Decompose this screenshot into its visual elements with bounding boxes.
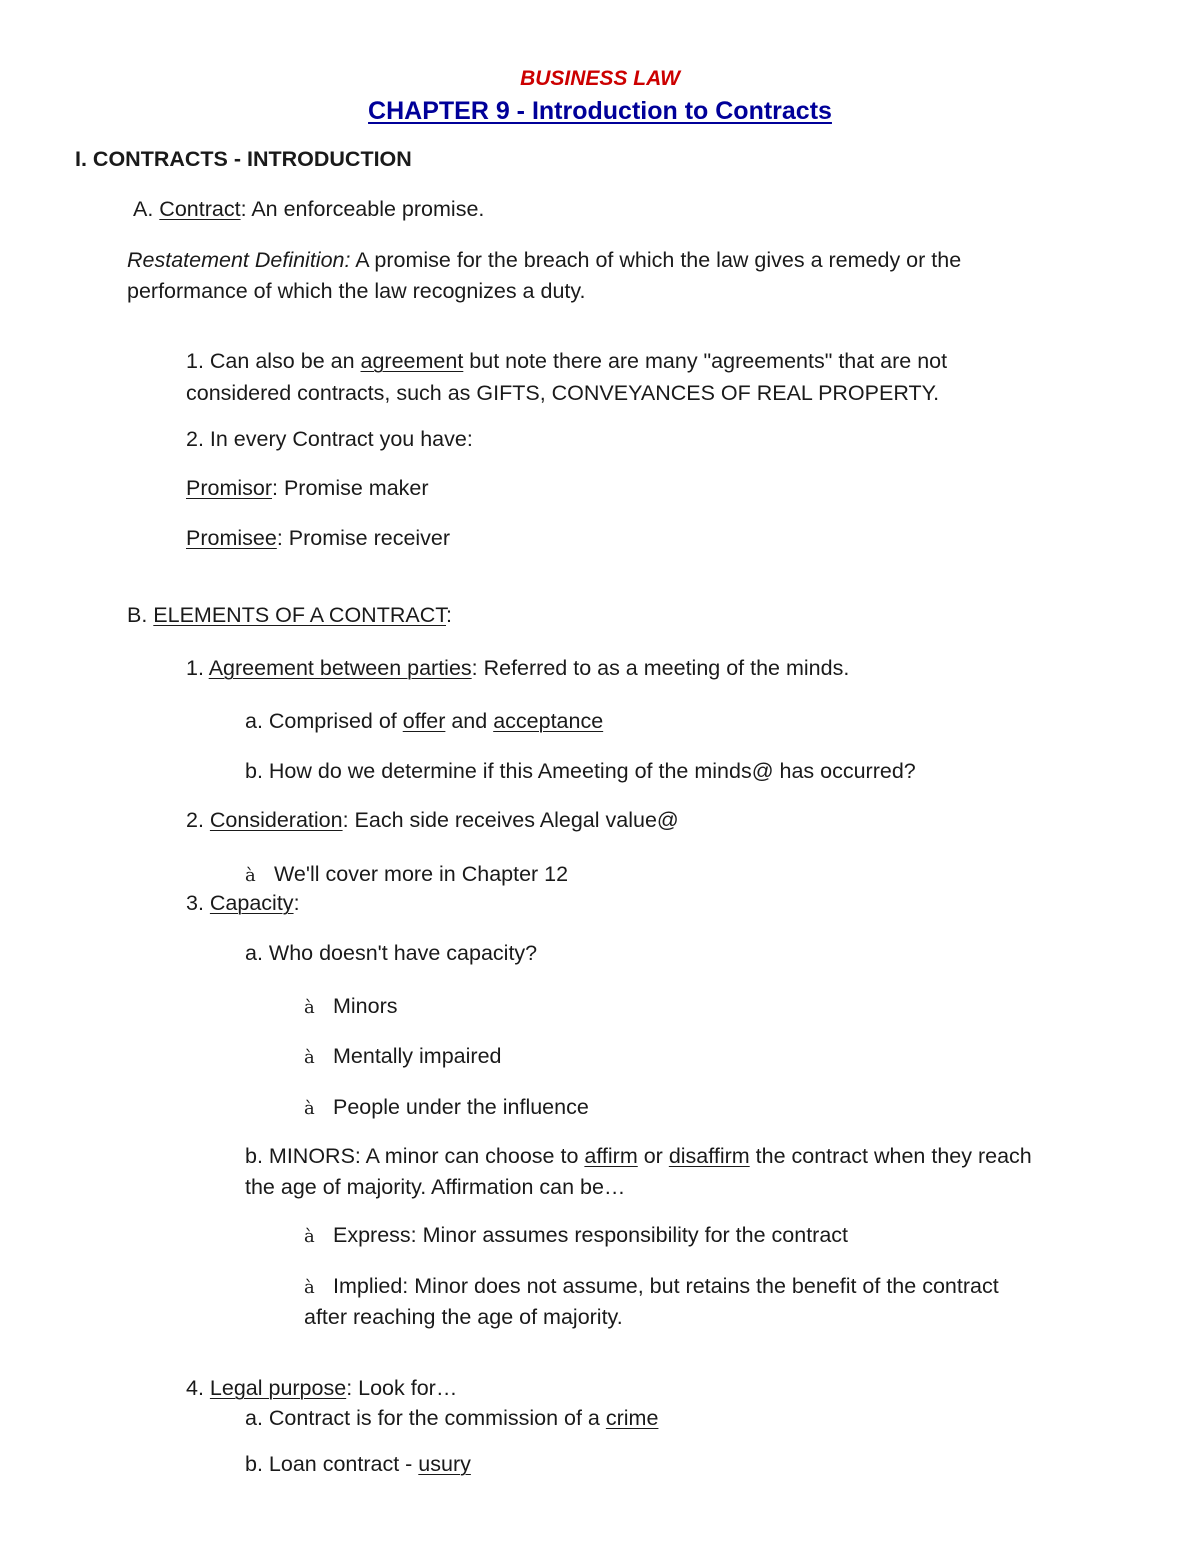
- list-item: à Mentally impaired: [304, 1041, 501, 1073]
- restatement-definition-line-2: performance of which the law recognizes a duty.: [127, 279, 586, 303]
- list-item: à Express: Minor assumes responsibility for the contract: [304, 1220, 848, 1252]
- chapter-title: CHAPTER 9 - Introduction to Contracts: [368, 97, 832, 125]
- restatement-definition: Restatement Definition: A promise for the breach of which the law gives a remedy or the: [127, 248, 962, 272]
- contract-definition: A. Contract: An enforceable promise.: [133, 197, 485, 221]
- element-4b: b. Loan contract - usury: [245, 1452, 471, 1476]
- promisee-term: Promisee: [186, 526, 277, 550]
- course-title: BUSINESS LAW: [520, 67, 680, 90]
- element-3b-line-2: the age of majority. Affirmation can be…: [245, 1175, 626, 1199]
- elements-heading: B. ELEMENTS OF A CONTRACT:: [127, 603, 452, 627]
- capacity-term: Capacity: [209, 891, 294, 915]
- element-3b: b. MINORS: A minor can choose to affirm or disaffirm the contract when they reach: [245, 1144, 1032, 1168]
- restatement-label: Restatement Definition:: [127, 248, 351, 272]
- item-1: 1. Can also be an agreement but note there are many "agreements" that are not: [186, 349, 948, 373]
- implied-line-2: after reaching the age of majority.: [304, 1305, 623, 1329]
- legal-purpose-term: Legal purpose: [209, 1376, 347, 1400]
- item-2: 2. In every Contract you have:: [186, 427, 473, 451]
- element-4a: a. Contract is for the commission of a crime: [245, 1406, 659, 1430]
- promisor-term: Promisor: [186, 476, 273, 500]
- list-item: à Implied: Minor does not assume, but retains the benefit of the contract: [304, 1271, 999, 1303]
- arrow-bullet-icon: à: [304, 1277, 315, 1298]
- elements-term: ELEMENTS OF A CONTRACT: [153, 603, 446, 627]
- list-item: à Minors: [304, 991, 398, 1023]
- list-item: à People under the influence: [304, 1092, 589, 1124]
- agreement-between-parties-term: Agreement between parties: [208, 656, 472, 680]
- affirm-term: affirm: [584, 1144, 638, 1168]
- item-1-line-2: considered contracts, such as GIFTS, CONVEYANCES OF REAL PROPERTY.: [186, 381, 940, 405]
- arrow-bullet-icon: à: [304, 1098, 315, 1119]
- element-2-note: à We'll cover more in Chapter 12: [245, 859, 568, 891]
- element-1: 1. Agreement between parties: Referred to as a meeting of the minds.: [186, 656, 850, 680]
- element-2: 2. Consideration: Each side receives Alegal value@: [186, 808, 679, 832]
- element-3: 3. Capacity:: [186, 891, 300, 915]
- element-1b: b. How do we determine if this Ameeting of the minds@ has occurred?: [245, 759, 916, 783]
- section-heading: I. CONTRACTS - INTRODUCTION: [75, 147, 412, 171]
- usury-term: usury: [418, 1452, 471, 1476]
- disaffirm-term: disaffirm: [668, 1144, 750, 1168]
- consideration-term: Consideration: [209, 808, 343, 832]
- document-header: [0, 64, 1200, 128]
- contract-term: Contract: [159, 197, 241, 221]
- element-3a: a. Who doesn't have capacity?: [245, 941, 538, 965]
- arrow-bullet-icon: à: [245, 865, 256, 886]
- element-1a: a. Comprised of offer and acceptance: [245, 709, 604, 733]
- promisee-definition: Promisee: Promise receiver: [186, 526, 451, 550]
- offer-term: offer: [402, 709, 446, 733]
- arrow-bullet-icon: à: [304, 1226, 315, 1247]
- acceptance-term: acceptance: [493, 709, 604, 733]
- arrow-bullet-icon: à: [304, 997, 315, 1018]
- agreement-term: agreement: [360, 349, 464, 373]
- element-4: 4. Legal purpose: Look for…: [186, 1376, 458, 1400]
- crime-term: crime: [605, 1406, 659, 1430]
- promisor-definition: Promisor: Promise maker: [186, 476, 429, 500]
- arrow-bullet-icon: à: [304, 1047, 315, 1068]
